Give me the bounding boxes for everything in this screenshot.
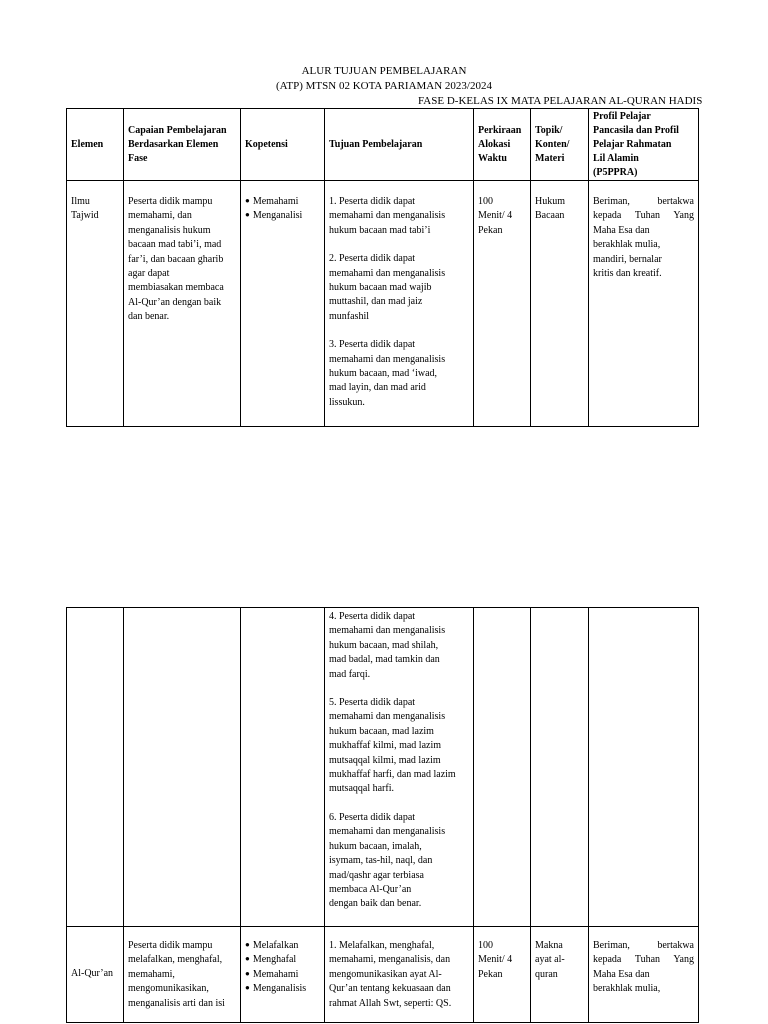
tujuan-item-2: 2. Peserta didik dapat memahami dan menganalisis hukum bacaan mad wajib muttashil, dan mad jaiz munfashil — [329, 253, 446, 322]
cell-topik: Makna ayat al- quran — [531, 927, 589, 1023]
header-tujuan: Tujuan Pembelajaran — [325, 109, 474, 181]
kompetensi-item: ● Menghafal — [245, 953, 320, 967]
cell-topik: Hukum Bacaan — [531, 181, 589, 427]
atp-table-page2 — [66, 607, 699, 1023]
cell-kompetensi — [241, 927, 325, 1023]
cell-alokasi-empty — [474, 608, 531, 927]
kompetensi-item: ● Menganalisi — [245, 209, 320, 223]
table-row-continued — [67, 608, 699, 927]
cell-alokasi: 100 Menit/ 4 Pekan — [474, 181, 531, 427]
document-subtitle: (ATP) MTSN 02 KOTA PARIAMAN 2023/2024 — [276, 80, 492, 92]
header-profil: Profil Pelajar Pancasila dan Profil Pelajar Rahmatan Lil Alamin (P5PPRA) — [589, 109, 699, 181]
cell-tujuan — [325, 608, 474, 927]
cell-capaian: Peserta didik mampu memahami, dan menganalisis hukum bacaan mad tabi’i, mad far’i, dan bacaan gharib agar dapat membiasakan membaca Al-Qur’an dengan baik dan benar. — [124, 181, 241, 427]
profil-text: Beriman, bertakwa kepada Tuhan Yang Maha Esa dan — [593, 196, 694, 236]
cell-topik-empty — [531, 608, 589, 927]
profil-text-rest: berakhlak mulia, — [593, 983, 661, 995]
header-elemen: Elemen — [67, 109, 124, 181]
tujuan-item-5: 5. Peserta didik dapat memahami dan menganalisis hukum bacaan, mad lazim mukhaffaf kilmi, mad lazim mutsaqqal kilmi, mad lazim mukhaffaf harfi, dan mad lazim mutsaqqal harfi. — [329, 697, 456, 795]
table-header-row — [67, 109, 699, 181]
kompetensi-item: ● Memahami — [245, 195, 320, 209]
table-row — [67, 927, 699, 1023]
profil-text: Beriman, bertakwa kepada Tuhan Yang Maha Esa dan — [593, 940, 694, 980]
cell-alokasi: 100 Menit/ 4 Pekan — [474, 927, 531, 1023]
cell-kompetensi — [241, 181, 325, 427]
cell-profil-empty — [589, 608, 699, 927]
kompetensi-item: ● Memahami — [245, 968, 320, 982]
header-kompetensi: Kopetensi — [241, 109, 325, 181]
header-capaian: Capaian Pembelajaran Berdasarkan Elemen Fase — [124, 109, 241, 181]
cell-elemen: Ilmu Tajwid — [67, 181, 124, 427]
atp-table-page1 — [66, 108, 699, 427]
cell-capaian-empty — [124, 608, 241, 927]
cell-capaian: Peserta didik mampu melafalkan, menghafal, memahami, mengomunikasikan, menganalisis arti dan isi — [124, 927, 241, 1023]
header-alokasi: Perkiraan Alokasi Waktu — [474, 109, 531, 181]
cell-tujuan: 1. Melafalkan, menghafal, memahami, menganalisis, dan mengomunikasikan ayat Al- Qur’an tentang kekuasaan dan rahmat Allah Swt, seperti: QS. — [325, 927, 474, 1023]
cell-kompetensi-empty — [241, 608, 325, 927]
tujuan-item-6: 6. Peserta didik dapat memahami dan menganalisis hukum bacaan, imalah, isymam, tas-hil, naql, dan mad/qashr agar terbiasa membaca Al-Qur’an dengan baik dan benar. — [329, 811, 446, 910]
kompetensi-item: ● Menganalisis — [245, 982, 320, 996]
cell-profil — [589, 927, 699, 1023]
kompetensi-item: ● Melafalkan — [245, 939, 320, 953]
cell-elemen-empty — [67, 608, 124, 927]
header-topik: Topik/ Konten/ Materi — [531, 109, 589, 181]
document-title: ALUR TUJUAN PEMBELAJARAN — [301, 65, 467, 77]
tujuan-item-1: 1. Peserta didik dapat memahami dan menganalisis hukum bacaan mad tabi’i — [329, 196, 446, 236]
tujuan-item-4: 4. Peserta didik dapat memahami dan menganalisis hukum bacaan, mad shilah, mad badal, mad tamkin dan mad farqi. — [329, 611, 446, 680]
cell-profil — [589, 181, 699, 427]
profil-text-rest: berakhlak mulia, mandiri, bernalar kritis dan kreatif. — [593, 239, 662, 280]
table-row — [67, 181, 699, 427]
cell-elemen: Al-Qur’an — [67, 927, 124, 1023]
cell-tujuan — [325, 181, 474, 427]
tujuan-item-3: 3. Peserta didik dapat memahami dan menganalisis hukum bacaan, mad ‘iwad, mad layin, dan mad arid lissukun. — [329, 339, 446, 408]
document-phase-line: FASE D-KELAS IX MATA PELAJARAN AL-QURAN HADIS — [418, 95, 703, 107]
